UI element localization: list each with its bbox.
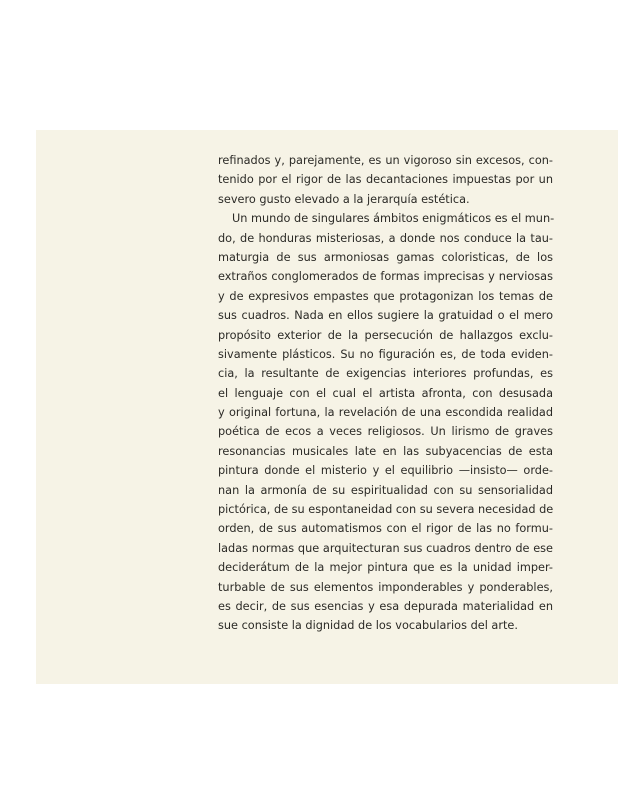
text-line: do, de honduras misteriosas, a donde nos conduce la tau- [218,231,553,245]
text-line: nan la armonía de su espiritualidad con su sensorialidad [218,483,553,497]
text-line: es decir, de sus esencias y esa depurada materialidad en [218,599,553,613]
text-line: Un mundo de singulares ámbitos enigmáticos es el mun- [232,212,555,226]
text-line: extraños conglomerados de formas imprecisas y nerviosas [218,270,553,284]
text-line: tenido por el rigor de las decantaciones impuestas por un [218,173,553,187]
text-line: y original fortuna, la revelación de una escondida realidad [218,406,553,420]
text-line: deciderátum de la mejor pintura que es la unidad imper- [218,561,553,575]
text-line: poética de ecos a veces religiosos. Un lirismo de graves [218,425,553,439]
body-text [218,151,553,636]
text-line: sus cuadros. Nada en ellos sugiere la gratuidad o el mero [218,309,553,323]
text-line: pictórica, de su espontaneidad con su severa necesidad de [218,503,554,517]
text-line: propósito exterior de la persecución de hallazgos exclu- [218,328,553,342]
text-line: resonancias musicales late en las subyacencias de esta [218,444,553,458]
text-line: refinados y, parejamente, es un vigoroso sin excesos, con- [218,154,553,167]
text-line: ladas normas que arquitecturan sus cuadros dentro de ese [218,541,553,555]
text-line: orden, de sus automatismos con el rigor de las no formu- [218,522,553,536]
text-line: el lenguaje con el cual el artista afronta, con desusada [218,386,553,400]
text-line: sue consiste la dignidad de los vocabularios del arte. [218,619,518,633]
text-line: turbable de sus elementos imponderables y ponderables, [218,580,553,594]
text-line: y de expresivos empastes que protagonizan los temas de [218,289,553,303]
text-line: maturgia de sus armoniosas gamas coloristicas, de los [218,250,553,264]
text-line: pintura donde el misterio y el equilibrio —insisto— orde- [218,464,553,478]
text-line: cia, la resultante de exigencias interiores profundas, es [218,367,553,381]
text-line: severo gusto elevado a la jerarquía estética. [218,192,470,206]
text-line: sivamente plásticos. Su no figuración es, de toda eviden- [218,347,553,361]
